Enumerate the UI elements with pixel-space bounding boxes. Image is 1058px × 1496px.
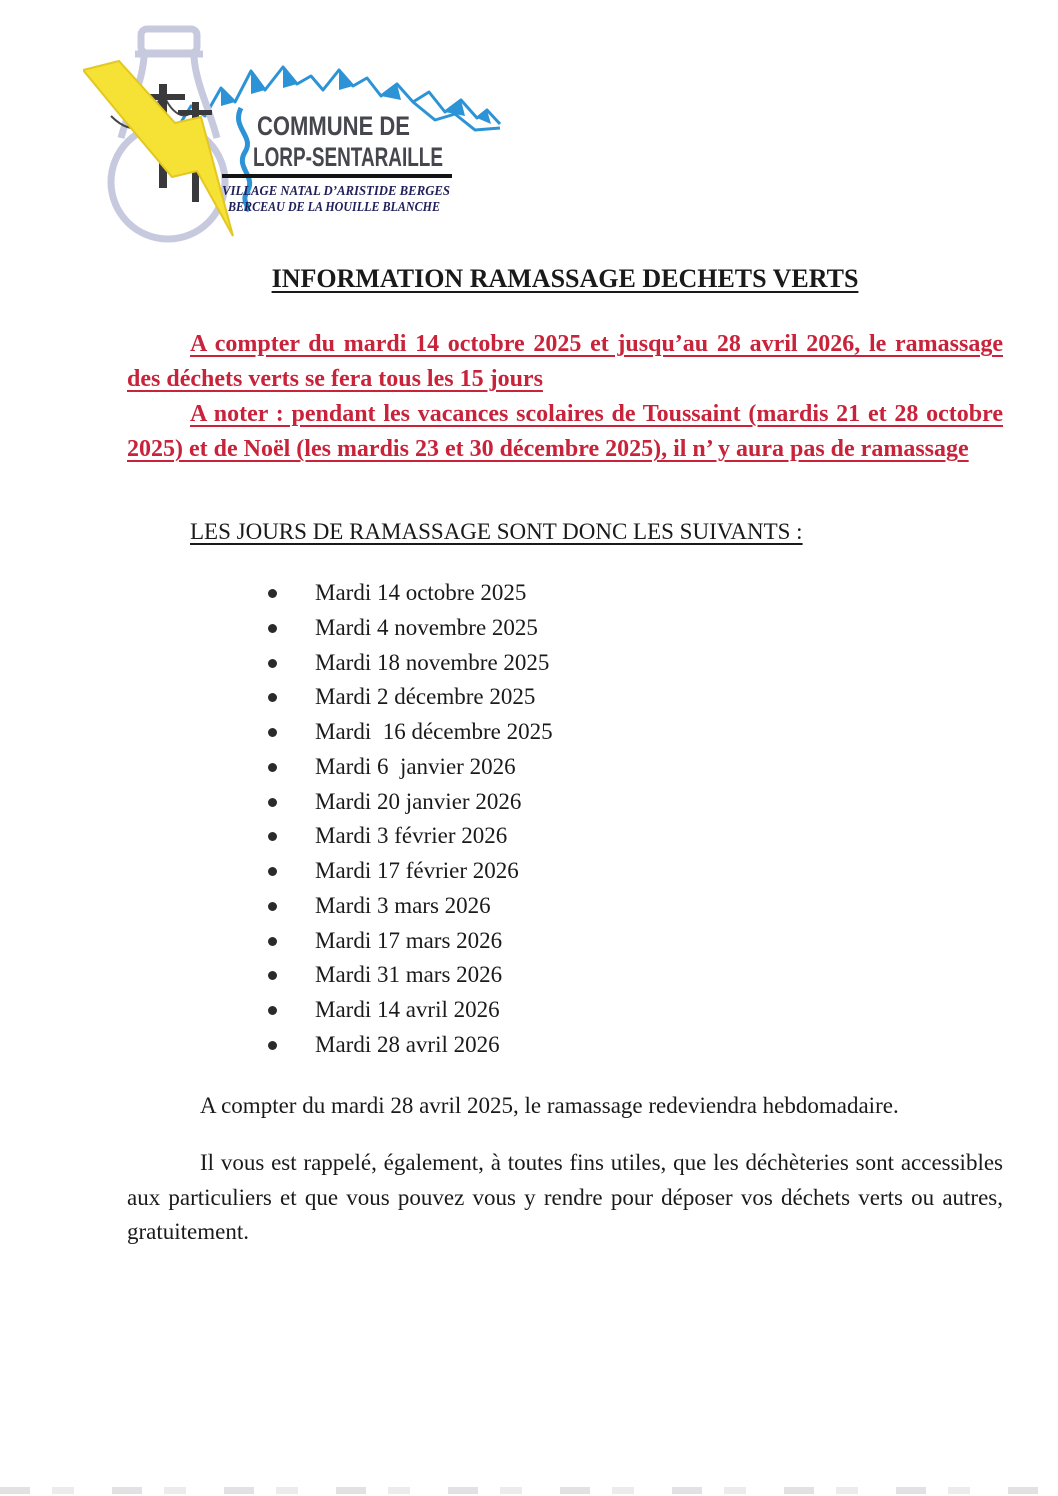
schedule-date-label: Mardi 3 février 2026 — [315, 823, 508, 849]
bullet-icon — [268, 589, 277, 598]
schedule-date-item — [127, 576, 1003, 611]
bullet-icon — [268, 763, 277, 772]
logo-commune-line1: COMMUNE DE — [257, 111, 410, 141]
schedule-date-item — [127, 958, 1003, 993]
schedule-heading-text: LES JOURS DE RAMASSAGE SONT DONC LES SUIVANTS : — [190, 519, 803, 544]
bullet-icon — [268, 867, 277, 876]
schedule-date-label: Mardi 16 décembre 2025 — [315, 719, 553, 744]
closing-paragraph-1: A compter du mardi 28 avril 2025, le ramassage redeviendra hebdomadaire. — [200, 1093, 899, 1118]
bullet-icon — [268, 1006, 277, 1015]
lightning-bolt-icon — [83, 61, 233, 236]
schedule-date-label: Mardi 6 janvier 2026 — [315, 753, 516, 779]
notice-paragraph-2: A noter : pendant les vacances scolaires de Toussaint (mardis 21 et 28 octobre 2025) et de Noël (les mardis 23 et 30 décembre 2025), il n’ y aura pas de ramassage — [127, 401, 1003, 462]
schedule-date-label: Mardi 18 novembre 2025 — [315, 649, 550, 675]
schedule-date-item — [127, 611, 1003, 646]
schedule-date-item — [127, 715, 1003, 750]
notice-section — [127, 327, 1003, 467]
bullet-icon — [268, 1041, 277, 1050]
schedule-date-item — [127, 750, 1003, 785]
schedule-date-label: Mardi 14 avril 2026 — [315, 997, 500, 1022]
schedule-date-item — [127, 1028, 1003, 1063]
bullet-icon — [268, 798, 277, 807]
commune-logo — [83, 24, 503, 256]
closing-paragraph-2: Il vous est rappelé, également, à toutes fins utiles, que les déchèteries sont accessibles aux particuliers et que vous pouvez vous y rendre pour déposer vos déchets verts ou autres, gratuitement. — [127, 1150, 1003, 1244]
page-title — [127, 264, 1003, 294]
notice-paragraph-1: A compter du mardi 14 octobre 2025 et jusqu’au 28 avril 2026, le ramassage des déchets verts se fera tous les 15 jours — [127, 331, 1003, 392]
schedule-date-item — [127, 889, 1003, 924]
schedule-date-label: Mardi 17 février 2026 — [315, 858, 519, 883]
bullet-icon — [268, 971, 277, 980]
logo-divider-rule — [222, 174, 452, 178]
schedule-date-item — [127, 854, 1003, 889]
logo-subtitle-line1: VILLAGE NATAL D’ARISTIDE BERGES — [222, 184, 451, 199]
schedule-date-item — [127, 924, 1003, 959]
bullet-icon — [268, 728, 277, 737]
schedule-heading — [127, 519, 1058, 545]
schedule-date-item — [127, 680, 1003, 715]
schedule-date-label: Mardi 3 mars 2026 — [315, 892, 491, 918]
schedule-date-item — [127, 785, 1003, 820]
schedule-date-label: Mardi 4 novembre 2025 — [315, 614, 538, 640]
bullet-icon — [268, 937, 277, 946]
bullet-icon — [268, 832, 277, 841]
schedule-date-label: Mardi 28 avril 2026 — [315, 1031, 500, 1057]
schedule-date-label: Mardi 2 décembre 2025 — [315, 684, 536, 710]
schedule-date-label: Mardi 14 octobre 2025 — [315, 580, 527, 605]
scan-edge-artifact — [0, 1487, 1058, 1494]
schedule-date-label: Mardi 31 mars 2026 — [315, 962, 503, 988]
bullet-icon — [268, 693, 277, 702]
page-title-text: INFORMATION RAMASSAGE DECHETS VERTS — [271, 264, 859, 293]
schedule-date-item — [127, 819, 1003, 854]
logo-commune-line2: LORP-SENTARAILLE — [253, 142, 443, 172]
logo-subtitle-line2: BERCEAU DE LA HOUILLE BLANCHE — [227, 200, 440, 215]
schedule-date-label: Mardi 17 mars 2026 — [315, 927, 503, 953]
schedule-date-label: Mardi 20 janvier 2026 — [315, 788, 522, 814]
schedule-date-item — [127, 993, 1003, 1028]
bullet-icon — [268, 902, 277, 911]
bullet-icon — [268, 659, 277, 668]
schedule-list — [127, 576, 1003, 1063]
bullet-icon — [268, 624, 277, 633]
schedule-date-item — [127, 646, 1003, 681]
